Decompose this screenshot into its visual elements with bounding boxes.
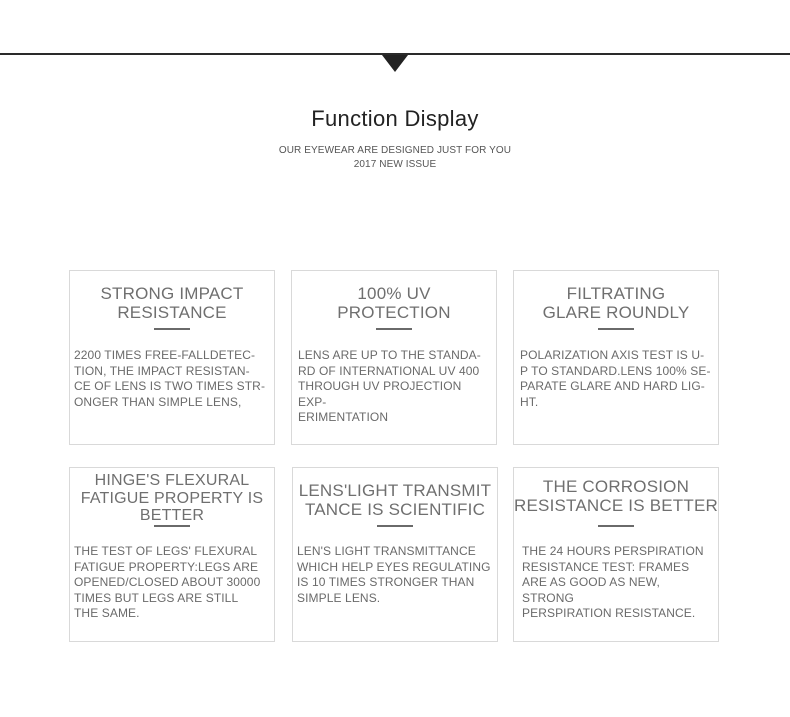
card-heading: HINGE'S FLEXURAL FATIGUE PROPERTY IS BETTER (80, 472, 264, 524)
card-heading: THE CORROSION RESISTANCE IS BETTER (514, 477, 718, 515)
card-divider (376, 328, 412, 330)
card-body: THE TEST OF LEGS' FLEXURAL FATIGUE PROPERTY:LEGS ARE OPENED/CLOSED ABOUT 30000 TIMES BUT LEGS ARE STILL THE SAME. (74, 544, 261, 621)
subtitle-line-1: OUR EYEWEAR ARE DESIGNED JUST FOR YOU (278, 145, 512, 156)
card-body: LEN'S LIGHT TRANSMITTANCE WHICH HELP EYES REGULATING IS 10 TIMES STRONGER THAN SIMPLE LENS. (297, 544, 491, 605)
feature-card-hinge-fatigue (69, 467, 275, 642)
card-body: POLARIZATION AXIS TEST IS U- P TO STANDARD.LENS 100% SE- PARATE GLARE AND HARD LIG- HT. (520, 348, 711, 409)
feature-card-uv-protection (291, 270, 497, 445)
card-heading: FILTRATING GLARE ROUNDLY (542, 284, 690, 322)
feature-card-corrosion-resistance (513, 467, 719, 642)
card-heading: STRONG IMPACT RESISTANCE (100, 284, 244, 322)
card-divider (598, 525, 634, 527)
card-body: LENS ARE UP TO THE STANDA- RD OF INTERNATIONAL UV 400 THROUGH UV PROJECTION EXP- ERIMENTATION (298, 348, 481, 425)
card-heading: LENS'LIGHT TRANSMIT TANCE IS SCIENTIFIC (298, 481, 492, 519)
subtitle-line-2: 2017 NEW ISSUE (353, 159, 437, 170)
card-divider (154, 328, 190, 330)
card-divider (598, 328, 634, 330)
card-divider (154, 525, 190, 527)
feature-card-light-transmittance (292, 467, 498, 642)
feature-card-glare-filtering (513, 270, 719, 445)
card-heading: 100% UV PROTECTION (337, 284, 451, 322)
page-title: Function Display (311, 106, 479, 131)
card-body: 2200 TIMES FREE-FALLDETEC- TION, THE IMPACT RESISTAN- CE OF LENS IS TWO TIMES STR- ONGER THAN SIMPLE LENS, (74, 348, 266, 409)
down-arrow-icon (382, 55, 408, 72)
card-body: THE 24 HOURS PERSPIRATION RESISTANCE TEST: FRAMES ARE AS GOOD AS NEW, STRONG PERSPIRATION RESISTANCE. (522, 544, 704, 621)
feature-card-impact-resistance (69, 270, 275, 445)
card-divider (377, 525, 413, 527)
